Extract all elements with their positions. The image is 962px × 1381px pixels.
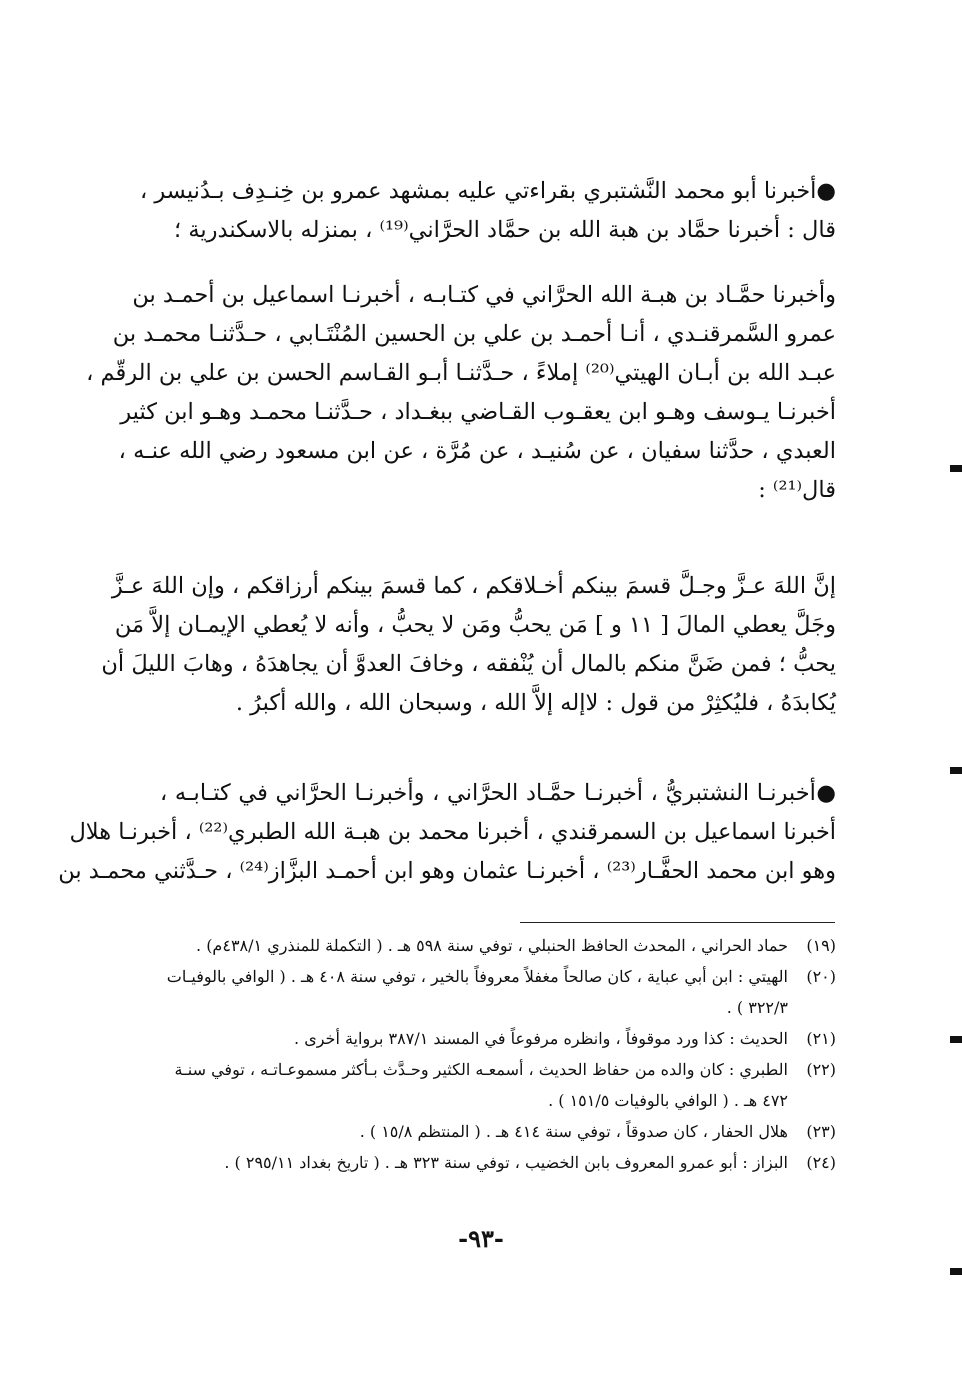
footnote-number: (٢١) <box>806 1029 836 1048</box>
text-line: ●أخبرنـا النشتبريُّ ، أخبرنـا حمَّـاد الحرَّاني ، وأخبرنـا الحرَّاني في كتـابـه ، <box>160 780 836 806</box>
footnote-number: (٢٠) <box>806 967 836 986</box>
text-line: قال : أخبرنا حمَّاد بن هبة الله بن حمَّاد الحرَّاني⁽¹⁹⁾ ، بمنزله بالاسكندرية ؛ <box>174 217 836 243</box>
paragraph-isnad-1 <box>139 172 836 250</box>
text-line: يحبُّ ؛ فمن ضَنَّ منكم بالمال أن يُنْفقه ، وخافَ العدوَّ أن يجاهدَهُ ، وهابَ الليلَ أن <box>101 651 836 677</box>
footnote-item <box>160 1116 836 1147</box>
paragraph-isnad-3 <box>58 774 836 891</box>
footnote-item <box>160 1023 836 1054</box>
footnote-text: الهيتي : ابن أبي عباية ، كان صالحاً مغفلاً معروفاً بالخير ، توفي سنة ٤٠٨ هـ . ( الوافي بالوفيـات ٣٢٢/٣ ) . <box>166 967 788 1017</box>
page-number: -٩٣- <box>458 1224 504 1253</box>
footnote-item <box>160 930 836 961</box>
footnote-text: الحديث : كذا ورد موقوفاً ، وانظره مرفوعاً في المسند ٣٨٧/١ برواية أخرى . <box>294 1029 788 1048</box>
text-line: عبـد الله بن أبـان الهيتي⁽²⁰⁾ إملاءً ، حـدَّثنـا أبـو القـاسم الحسن بن علي بن الرقّم ، <box>86 360 836 386</box>
footnote-text: الطبري : كان والده من حفاظ الحديث ، أسمعـه الكثير وحـدَّث بـأكثر مسموعـاتـه ، توفي سنـة ٤٧٢ هـ . ( الوافي بالوفيات ١٥١/٥ ) . <box>174 1060 788 1110</box>
paragraph-hadith <box>101 567 836 723</box>
footnote-item <box>160 1147 836 1178</box>
footnote-text: البزاز : أبو عمرو المعروف بابن الخضيب ، توفي سنة ٣٢٣ هـ . ( تاريخ بغداد ٢٩٥/١١ ) . <box>224 1153 788 1172</box>
scan-edge-mark <box>950 1268 962 1275</box>
footnote-number: (٢٣) <box>806 1122 836 1141</box>
footnote-text: هلال الحفار ، كان صدوقاً ، توفي سنة ٤١٤ هـ . ( المنتظم ١٥/٨ ) . <box>359 1122 788 1141</box>
paragraph-isnad-2 <box>86 276 836 510</box>
text-line: ●أخبرنا أبو محمد النَّشتبري بقراءتي عليه بمشهد عمرو بن خِنـدِف بـدُنيسر ، <box>139 178 836 204</box>
text-line: أخبرنـا يـوسف وهـو ابن يعقـوب القـاضي ببغـداد ، حـدَّثنـا محمـد وهـو ابن كثير <box>120 399 836 425</box>
text-line: وجَلَّ يعطي المالَ [ ١١ و ] مَن يحبُّ ومَن لا يحبُّ ، وأنه لا يُعطي الإيمـان إلاَّ مَن <box>114 612 836 638</box>
scan-edge-mark <box>950 465 962 472</box>
text-line: وأخبرنا حمَّـاد بن هبـة الله الحرَّاني في كتـابـه ، أخبرنـا اسماعيل بن أحمـد بن <box>132 282 836 308</box>
text-line: وهو ابن محمد الحفَّـار⁽²³⁾ ، أخبرنـا عثمان وهو ابن أحمـد البزَّاز⁽²⁴⁾ ، حـدَّثني محمـد بن <box>58 858 836 884</box>
scan-edge-mark <box>950 767 962 774</box>
footnotes <box>160 930 836 1178</box>
footnote-number: (٢٤) <box>806 1153 836 1172</box>
footnote-number: (١٩) <box>806 936 836 955</box>
text-line: قال⁽²¹⁾ : <box>758 477 836 503</box>
text-line: أخبرنا اسماعيل بن السمرقندي ، أخبرنا محمد بن هبـة الله الطبري⁽²²⁾ ، أخبرنـا هلال <box>69 819 836 845</box>
text-line: إنَّ اللهَ عـزَّ وجـلَّ قسمَ بينكم أخـلاقكم ، كما قسمَ بينكم أرزاقكم ، وإن اللهَ عـزَّ <box>111 573 836 599</box>
footnote-number: (٢٢) <box>806 1060 836 1079</box>
scan-edge-mark <box>950 1036 962 1043</box>
text-line: عمرو السَّمرقنـدي ، أنـا أحمـد بن علي بن الحسين المُنْتَـابي ، حـدَّثنـا محمـد بن <box>112 321 836 347</box>
footnote-text: حماد الحراني ، المحدث الحافظ الحنبلي ، توفي سنة ٥٩٨ هـ . ( التكملة للمنذري ٤٣٨/١م) . <box>196 936 788 955</box>
text-line: العبدي ، حدَّثنا سفيان ، عن سُنيـد ، عن مُرَّة ، عن ابن مسعود رضي الله عنـه ، <box>118 438 836 464</box>
text-line: يُكابدَهُ ، فليُكثِرْ من قول : لاإله إلاَّ الله ، وسبحان الله ، والله أكبرُ . <box>235 690 836 716</box>
footnote-separator <box>520 922 835 923</box>
footnote-item <box>160 1054 836 1116</box>
footnote-item <box>160 961 836 1023</box>
